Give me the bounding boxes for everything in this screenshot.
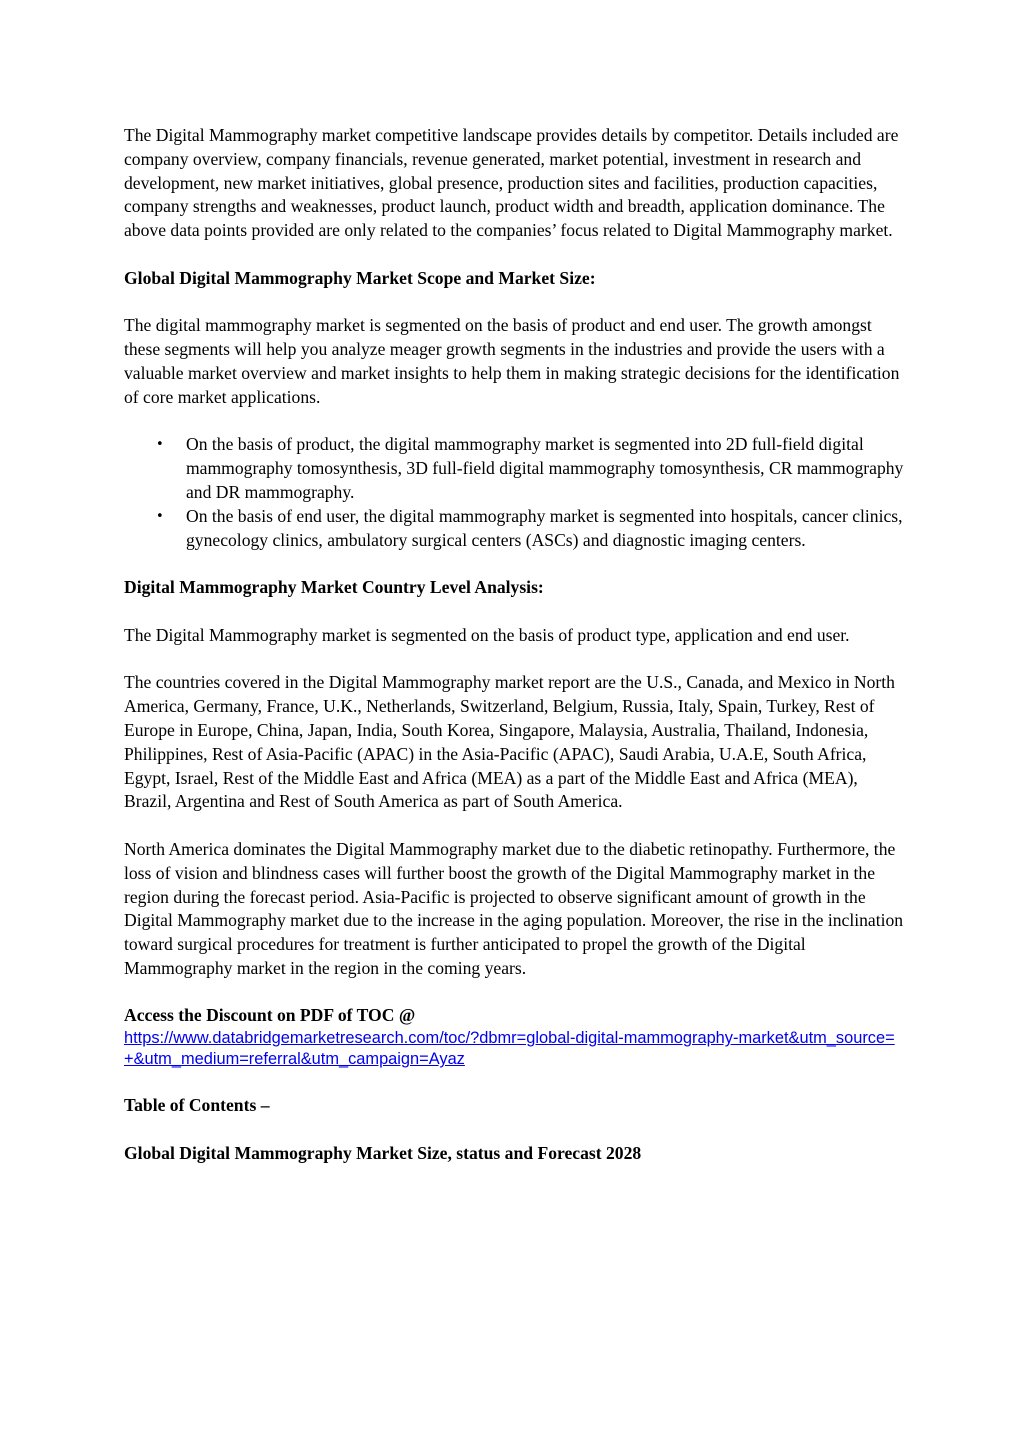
segment-bullet-list bbox=[124, 433, 904, 552]
scope-paragraph: The digital mammography market is segmented on the basis of product and end user. The growth amongst these segments will help you analyze meager growth segments in the industries and provide the users with a valuable market overview and market insights to help them in making strategic decisions for the identification of core market applications. bbox=[124, 315, 900, 407]
bullet-icon: • bbox=[156, 437, 164, 453]
list-item bbox=[124, 433, 904, 504]
country-paragraph-countries: The countries covered in the Digital Mammography market report are the U.S., Canada, and Mexico in North America, Germany, France, U.K., Netherlands, Switzerland, Belgium, Russia, Italy, Spain, Turkey, Rest of Europe in Europe, China, Japan, India, South Korea, Singapore, Malaysia, Australia, Thailand, Indonesia, Philippines, Rest of Asia-Pacific (APAC) in the Asia-Pacific (APAC), Saudi Arabia, U.A.E, South Africa, Egypt, Israel, Rest of the Middle East and Africa (MEA) as a part of the Middle East and Africa (MEA), Brazil, Argentina and Rest of South America as part of South America. bbox=[124, 672, 895, 812]
list-item bbox=[124, 505, 904, 553]
scope-heading: Global Digital Mammography Market Scope and Market Size: bbox=[124, 267, 596, 288]
country-paragraph-segmentation: The Digital Mammography market is segmented on the basis of product type, application and end user. bbox=[124, 624, 850, 645]
list-item-text: On the basis of end user, the digital mammography market is segmented into hospitals, cancer clinics, gynecology clinics, ambulatory surgical centers (ASCs) and diagnostic imaging centers. bbox=[186, 505, 903, 550]
country-paragraph-dominance: North America dominates the Digital Mammography market due to the diabetic retinopathy. Furthermore, the loss of vision and blindness cases will further boost the growth of the Digital Mammography market in the region during the forecast period. Asia-Pacific is projected to observe significant amount of growth in the Digital Mammography market due to the increase in the aging population. Moreover, the rise in the inclination toward surgical procedures for treatment is further anticipated to propel the growth of the Digital Mammography market in the region in the coming years. bbox=[124, 838, 904, 978]
country-heading: Digital Mammography Market Country Level Analysis: bbox=[124, 577, 544, 598]
list-item-text: On the basis of product, the digital mammography market is segmented into 2D full-field digital mammography tomosynthesis, 3D full-field digital mammography tomosynthesis, CR mammography and DR mammography. bbox=[186, 434, 904, 502]
access-heading: Access the Discount on PDF of TOC @ bbox=[124, 1005, 416, 1026]
toc-heading: Table of Contents – bbox=[124, 1095, 270, 1116]
toc-link[interactable]: https://www.databridgemarketresearch.com/toc/?dbmr=global-digital-mammography-market&utm_source=+&utm_medium=referral&utm_campaign=Ayaz bbox=[124, 1029, 895, 1069]
forecast-heading: Global Digital Mammography Market Size, status and Forecast 2028 bbox=[124, 1142, 642, 1163]
document-page bbox=[124, 124, 904, 1189]
intro-paragraph: The Digital Mammography market competitive landscape provides details by competitor. Details included are company overview, company financials, revenue generated, market potential, investment in research and development, new market initiatives, global presence, production sites and facilities, production capacities, company strengths and weaknesses, product launch, product width and breadth, application dominance. The above data points provided are only related to the companies’ focus related to Digital Mammography market. bbox=[124, 125, 899, 241]
bullet-icon: • bbox=[156, 508, 164, 524]
